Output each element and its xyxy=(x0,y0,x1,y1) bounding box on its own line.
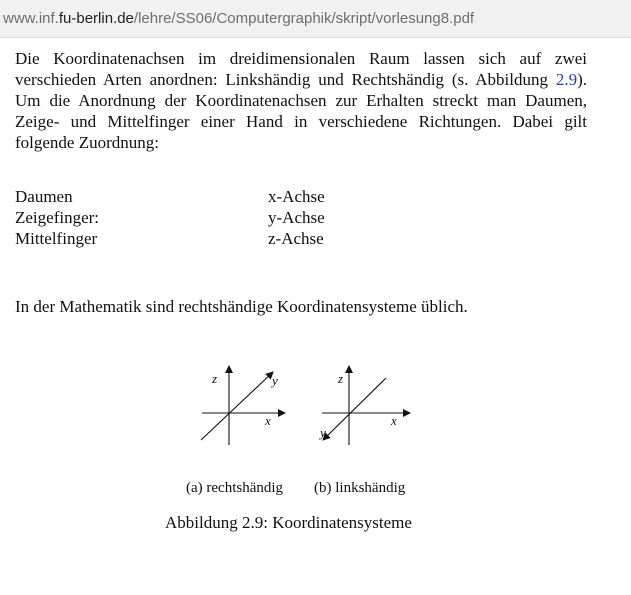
figure-reference-link[interactable]: 2.9 xyxy=(555,70,578,89)
axis-cell: z-Achse xyxy=(268,229,324,248)
y-axis-label: y xyxy=(272,373,278,388)
right-handed-axes xyxy=(201,366,285,445)
z-axis-label: z xyxy=(338,371,344,386)
finger-cell: Mittelfinger xyxy=(15,229,98,248)
subcaption-right-handed: (a) rechtshändig xyxy=(186,480,284,496)
note-paragraph: In der Mathematik sind rechtshändige Koordinatensysteme üblich. xyxy=(15,297,468,316)
z-axis-label: z xyxy=(212,371,218,386)
url-path: /lehre/SS06/Computergraphik/skript/vorlesung8.pdf xyxy=(133,10,475,27)
subcaption-left-handed: (b) linkshändig xyxy=(314,480,406,496)
axis-cell: y-Achse xyxy=(268,208,325,227)
y-axis-label: y xyxy=(320,425,326,440)
x-axis-label: x xyxy=(265,413,271,428)
figure-caption: Abbildung 2.9: Koordinatensysteme xyxy=(165,513,412,532)
url-host: fu-berlin.de xyxy=(58,10,134,27)
finger-cell: Daumen xyxy=(15,187,73,206)
y-axis-line xyxy=(323,378,386,440)
finger-cell: Zeigefinger: xyxy=(15,208,100,227)
intro-text-1: Die Koordinatenachsen im dreidimensionalen Raum lassen sich auf zwei verschieden Arten anordnen: Linkshändig und Rechtshändig (s. Abbildung xyxy=(15,49,587,89)
axis-cell: x-Achse xyxy=(268,187,325,206)
intro-text-2: ). Um die Anordnung der Koordinatenachsen zur Erhalten streckt man Daumen, Zeige- und Mittelfinger einer Hand in verschiedene Richtungen. Dabei gilt folgende Zuordnung: xyxy=(15,70,587,152)
left-handed-axes xyxy=(318,366,410,445)
x-axis-label: x xyxy=(391,413,397,428)
url-prefix: www.inf. xyxy=(3,10,59,27)
